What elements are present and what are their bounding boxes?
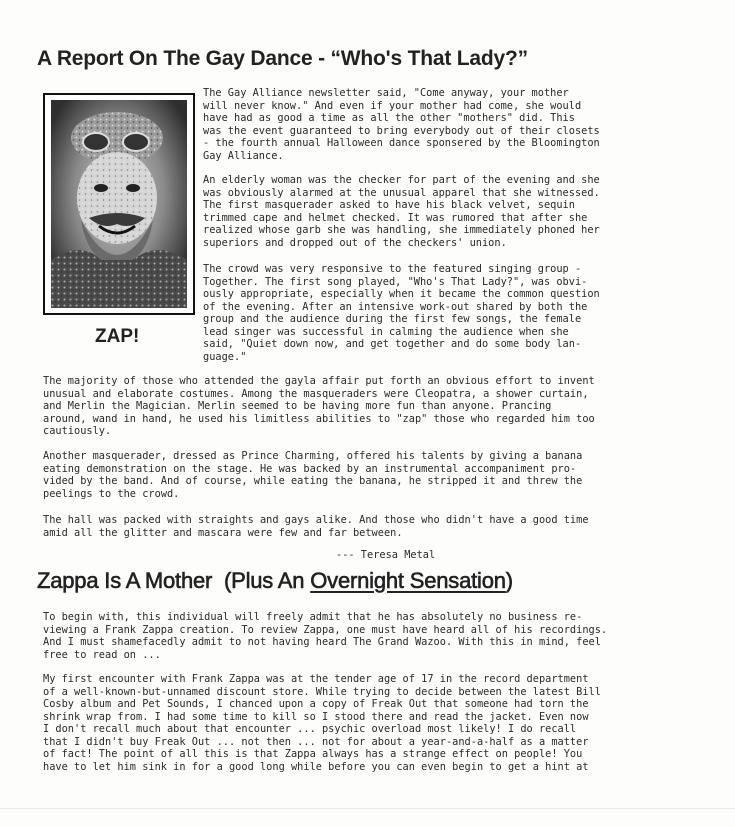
text-line: vided by the band. And of course, while eating the banana, he stripped it and threw the — [43, 475, 583, 487]
paragraph — [43, 673, 601, 773]
text-line: ously appropriate, especially when it became the common question — [203, 288, 600, 300]
article-headline: A Report On The Gay Dance - “Who's That Lady?” — [37, 47, 528, 70]
text-line: shrink wrap from. I had some time to kill so I stood there and read the jacket. Even now — [43, 710, 589, 723]
paragraph — [43, 450, 582, 500]
paragraph-text — [43, 450, 582, 500]
paragraph-text — [43, 375, 595, 438]
paragraph-text — [203, 174, 600, 249]
paragraph — [43, 375, 595, 438]
text-line: Together. The first song played, "Who's That Lady?", was obvi- — [203, 275, 588, 288]
text-line: that I didn't buy Freak Out ... not then ... not for about a year-and-a-half as a matter — [43, 735, 589, 748]
text-line: The hall was packed with straights and gays alike. And those who didn't have a good time — [43, 514, 589, 526]
text-line: have had as good a time as all the other "mothers" did. This — [203, 112, 575, 124]
paragraph — [203, 263, 600, 363]
text-line: The Gay Alliance newsletter said, "Come anyway, your mother — [203, 87, 569, 99]
text-line: The majority of those who attended the gayla affair put forth an obvious effort to invent — [43, 375, 595, 387]
text-line: was the event guaranteed to bring everybody out of their closets — [203, 124, 600, 137]
photo-image — [51, 100, 187, 308]
text-line: To begin with, this individual will freely admit that he has absolutely no business re- — [43, 611, 583, 623]
photo-frame — [43, 93, 195, 315]
text-line: The first masquerader asked to have his black velvet, sequin — [203, 199, 575, 211]
text-line: The crowd was very responsive to the featured singing group - — [203, 263, 582, 275]
paragraph — [43, 611, 607, 661]
text-line: will never know." And even if your mother had come, she would — [203, 99, 582, 112]
text-line: Cosby album and Pet Sounds, I chanced upon a copy of Freak Out that someone had torn the — [43, 698, 589, 710]
text-line: guage." — [203, 350, 247, 363]
text-line: of a well-known-but-unnamed discount store. While trying to decide between the latest Bill — [43, 685, 601, 698]
paragraph-text — [203, 263, 600, 363]
text-line: I don't recall much about that encounter ... psychic overload most likely! I do recall — [43, 723, 577, 735]
text-line: viewing a Frank Zappa creation. To review Zappa, one must have heard all of his recordings. — [43, 623, 608, 636]
headline-close: ) — [505, 568, 513, 593]
text-line: lead singer was successful in calming the audience when she — [203, 325, 569, 338]
text-line: peelings to the crowd. — [43, 487, 180, 500]
text-line: amid all the glitter and mascara were few and far between. — [43, 526, 403, 539]
text-line: superiors and dropped out of the checkers' union. — [203, 236, 507, 249]
text-line: An elderly woman was the checker for part of the evening and she — [203, 174, 600, 186]
text-line: free to read on ... — [43, 648, 161, 661]
text-line: of fact! The point of all this is that Zappa always has a strange effect on people! You — [43, 748, 583, 760]
text-line: around, wand in hand, he used his limitless abilities to "zap" those who regarded him too — [43, 412, 595, 425]
text-line: cautiously. — [43, 425, 112, 437]
divider — [0, 808, 735, 809]
paragraph — [203, 174, 600, 249]
text-line: group and the audience during the first few songs, the female — [203, 313, 582, 325]
text-line: of the evening. After an intensive work-out shared by both the — [203, 300, 588, 313]
text-line: trimmed cape and helmet checked. It was rumored that after she — [203, 211, 588, 224]
text-line: Gay Alliance. — [203, 149, 284, 162]
text-line: My first encounter with Frank Zappa was at the tender age of 17 in the record department — [43, 673, 589, 685]
paragraph — [203, 87, 600, 162]
paragraph-text — [203, 87, 600, 162]
paragraph-text — [43, 514, 589, 539]
text-line: said, "Quiet down now, and get together and do some body lan- — [203, 338, 582, 350]
text-line: have to let him sink in for a good long while before you can even begin to get a hint at — [43, 760, 589, 773]
text-line: realized whose garb she was handling, she immediately phoned her — [203, 224, 600, 236]
text-line: - the fourth annual Halloween dance sponsered by the Bloomington — [203, 137, 600, 149]
article-headline — [37, 568, 513, 594]
text-line: eating demonstration on the stage. He was backed by an instrumental accompaniment pro- — [43, 462, 577, 475]
text-line: unusual and elaborate costumes. Among the masqueraders were Cleopatra, a shower curtain, — [43, 387, 589, 400]
costumed-person-photo — [51, 100, 187, 308]
text-line: And I must shamefacedly admit to not having heard The Grand Wazoo. With this in mind, feel — [43, 636, 601, 648]
paragraph — [43, 514, 589, 539]
author-signature: --- Teresa Metal — [336, 549, 436, 561]
text-line: Another masquerader, dressed as Prince Charming, offered his talents by giving a banana — [43, 450, 583, 462]
paragraph-text — [43, 673, 601, 773]
headline-underlined: Overnight Sensation — [310, 568, 506, 593]
text-line: and Merlin the Magician. Merlin seemed to be having more fun than anyone. Prancing — [43, 400, 552, 412]
photo-caption: ZAP! — [95, 326, 140, 347]
headline-main: Zappa Is A Mother — [37, 568, 213, 593]
paragraph-text — [43, 611, 607, 661]
headline-sub: (Plus An — [223, 568, 311, 593]
text-line: was obviously alarmed at the unusual apparel that she witnessed. — [203, 186, 600, 199]
